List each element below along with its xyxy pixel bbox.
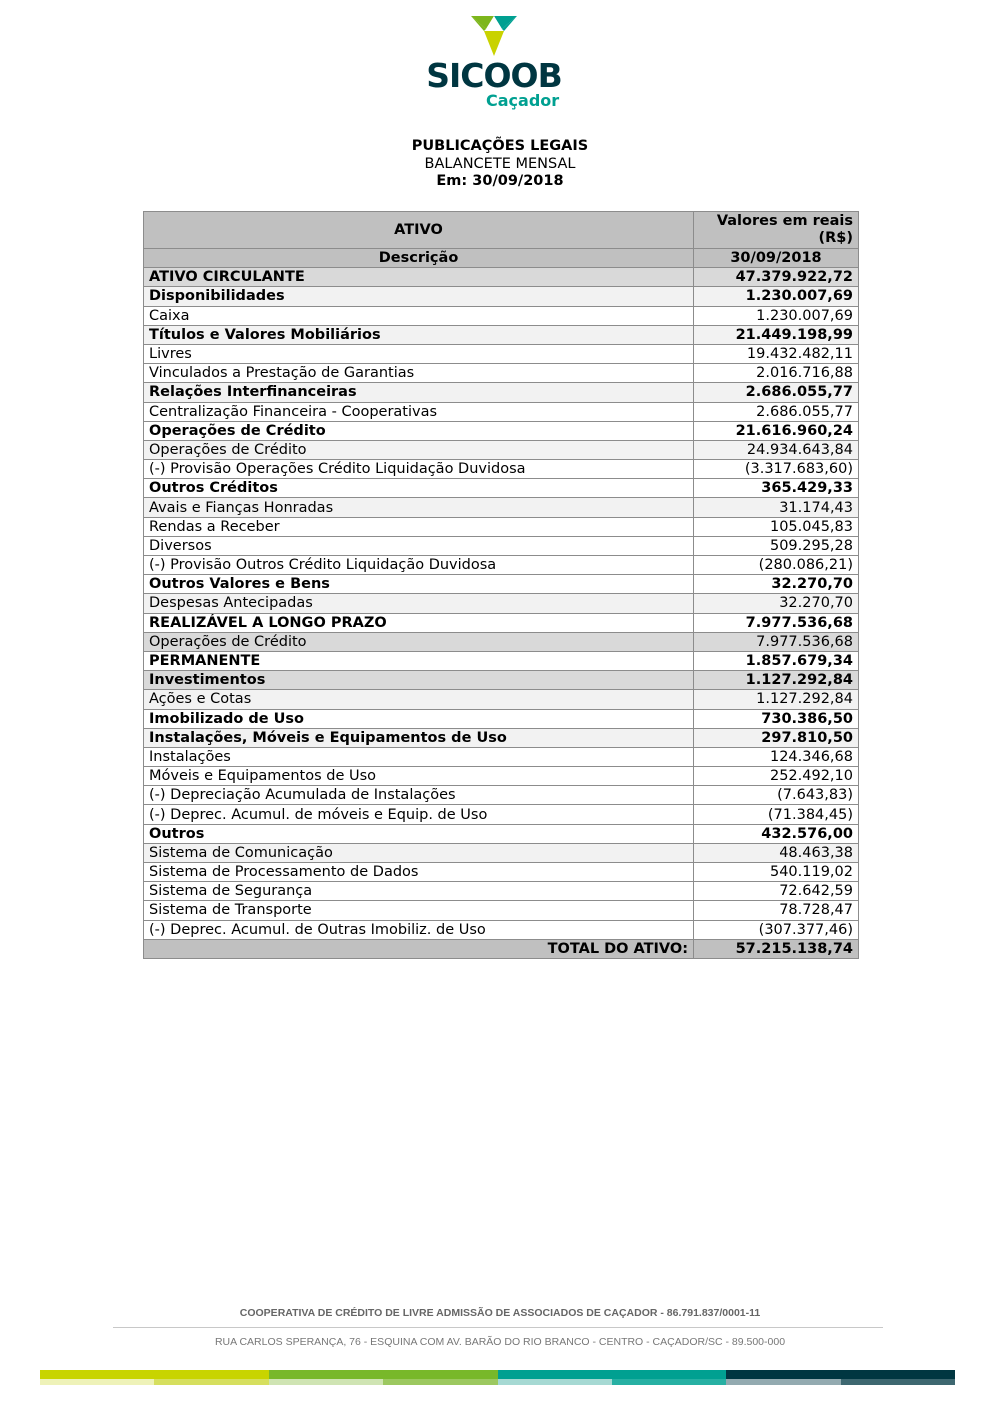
row-label: Caixa: [144, 306, 694, 325]
header-values-line1: Valores em reais: [716, 213, 853, 229]
row-label: ATIVO CIRCULANTE: [144, 268, 694, 287]
row-value: (7.643,83): [694, 786, 859, 805]
color-bar-subsegment: [841, 1379, 955, 1385]
table-row: [144, 594, 859, 613]
color-bar-subsegment: [269, 1379, 383, 1385]
row-value: 2.686.055,77: [694, 402, 859, 421]
table-row: [144, 536, 859, 555]
total-value: 57.215.138,74: [694, 939, 859, 958]
row-value: 48.463,38: [694, 843, 859, 862]
table-row: [144, 383, 859, 402]
color-bar-subsegment: [726, 1379, 840, 1385]
row-value: 509.295,28: [694, 536, 859, 555]
row-label: Imobilizado de Uso: [144, 709, 694, 728]
row-label: Títulos e Valores Mobiliários: [144, 325, 694, 344]
row-value: 31.174,43: [694, 498, 859, 517]
table-row: [144, 824, 859, 843]
table-row: [144, 556, 859, 575]
table-row: [144, 843, 859, 862]
header-date: 30/09/2018: [694, 249, 859, 268]
table-row: [144, 805, 859, 824]
row-value: 2.016.716,88: [694, 364, 859, 383]
row-label: Móveis e Equipamentos de Uso: [144, 767, 694, 786]
row-label: Vinculados a Prestação de Garantias: [144, 364, 694, 383]
table-row: [144, 517, 859, 536]
color-bar-segment: [40, 1370, 269, 1379]
row-value: 730.386,50: [694, 709, 859, 728]
row-value: 21.616.960,24: [694, 421, 859, 440]
table-row: [144, 709, 859, 728]
color-bar-segment: [726, 1370, 955, 1379]
row-label: Operações de Crédito: [144, 421, 694, 440]
row-label: REALIZÁVEL A LONGO PRAZO: [144, 613, 694, 632]
row-label: Sistema de Comunicação: [144, 843, 694, 862]
row-value: 252.492,10: [694, 767, 859, 786]
row-value: (3.317.683,60): [694, 460, 859, 479]
row-label: Diversos: [144, 536, 694, 555]
row-label: Outros Créditos: [144, 479, 694, 498]
table-row: [144, 498, 859, 517]
table-row: [144, 901, 859, 920]
table-row: [144, 728, 859, 747]
table-row: [144, 575, 859, 594]
row-value: 78.728,47: [694, 901, 859, 920]
table-row: [144, 325, 859, 344]
row-value: 1.127.292,84: [694, 690, 859, 709]
table-row: [144, 440, 859, 459]
row-label: (-) Provisão Operações Crédito Liquidação Duvidosa: [144, 460, 694, 479]
document-date: Em: 30/09/2018: [436, 173, 564, 189]
table-row: [144, 287, 859, 306]
footer-color-bar: [40, 1370, 955, 1386]
row-value: 1.857.679,34: [694, 651, 859, 670]
row-label: Operações de Crédito: [144, 440, 694, 459]
footer-divider: [113, 1327, 883, 1328]
row-label: Centralização Financeira - Cooperativas: [144, 402, 694, 421]
row-label: Disponibilidades: [144, 287, 694, 306]
table-header-row: [144, 212, 859, 249]
table-row: [144, 632, 859, 651]
balance-sheet-table: [143, 211, 859, 959]
row-value: 19.432.482,11: [694, 344, 859, 363]
row-label: Sistema de Segurança: [144, 882, 694, 901]
row-label: Sistema de Transporte: [144, 901, 694, 920]
table-row: [144, 402, 859, 421]
table-row: [144, 920, 859, 939]
row-label: Sistema de Processamento de Dados: [144, 863, 694, 882]
footer-company: COOPERATIVA DE CRÉDITO DE LIVRE ADMISSÃO DE ASSOCIADOS DE CAÇADOR - 86.791.837/0001-11: [239, 1307, 761, 1319]
row-value: 47.379.922,72: [694, 268, 859, 287]
header-values-line2: (R$): [818, 230, 853, 246]
row-label: Livres: [144, 344, 694, 363]
table-row: [144, 767, 859, 786]
row-label: Outros: [144, 824, 694, 843]
row-value: 7.977.536,68: [694, 613, 859, 632]
row-value: 2.686.055,77: [694, 383, 859, 402]
table-subheader-row: [144, 249, 859, 268]
row-value: 432.576,00: [694, 824, 859, 843]
row-label: (-) Depreciação Acumulada de Instalações: [144, 786, 694, 805]
header-description: Descrição: [144, 249, 694, 268]
row-value: 24.934.643,84: [694, 440, 859, 459]
row-value: 32.270,70: [694, 575, 859, 594]
color-bar-subsegment: [383, 1379, 497, 1385]
color-bar-segment: [269, 1370, 498, 1379]
table-row: [144, 690, 859, 709]
header-values: [694, 212, 859, 249]
row-label: (-) Provisão Outros Crédito Liquidação Duvidosa: [144, 556, 694, 575]
row-value: (71.384,45): [694, 805, 859, 824]
row-value: 365.429,33: [694, 479, 859, 498]
total-row: [144, 939, 859, 958]
row-value: 124.346,68: [694, 747, 859, 766]
row-value: 1.127.292,84: [694, 671, 859, 690]
sicoob-triangle-icon: [471, 16, 517, 56]
row-label: Investimentos: [144, 671, 694, 690]
row-value: 21.449.198,99: [694, 325, 859, 344]
logo-subtitle: Caçador: [486, 91, 560, 110]
table-row: [144, 671, 859, 690]
table-row: [144, 344, 859, 363]
row-label: Despesas Antecipadas: [144, 594, 694, 613]
row-label: (-) Deprec. Acumul. de móveis e Equip. de Uso: [144, 805, 694, 824]
row-label: PERMANENTE: [144, 651, 694, 670]
row-label: Instalações: [144, 747, 694, 766]
row-label: Avais e Fianças Honradas: [144, 498, 694, 517]
table-row: [144, 421, 859, 440]
row-label: Relações Interfinanceiras: [144, 383, 694, 402]
row-label: Outros Valores e Bens: [144, 575, 694, 594]
sicoob-logo: [420, 14, 580, 114]
row-label: Operações de Crédito: [144, 632, 694, 651]
table-row: [144, 747, 859, 766]
color-bar-segment: [498, 1370, 727, 1379]
row-value: 32.270,70: [694, 594, 859, 613]
row-value: 72.642,59: [694, 882, 859, 901]
total-label: TOTAL DO ATIVO:: [144, 939, 694, 958]
row-value: 105.045,83: [694, 517, 859, 536]
table-row: [144, 786, 859, 805]
table-row: [144, 651, 859, 670]
row-value: 1.230.007,69: [694, 306, 859, 325]
row-value: 540.119,02: [694, 863, 859, 882]
table-row: [144, 460, 859, 479]
table-row: [144, 863, 859, 882]
row-value: 297.810,50: [694, 728, 859, 747]
row-label: Ações e Cotas: [144, 690, 694, 709]
table-row: [144, 613, 859, 632]
table-row: [144, 268, 859, 287]
color-bar-subsegment: [612, 1379, 726, 1385]
row-label: Instalações, Móveis e Equipamentos de Uso: [144, 728, 694, 747]
row-value: 1.230.007,69: [694, 287, 859, 306]
document-subtitle: BALANCETE MENSAL: [424, 155, 576, 172]
row-label: Rendas a Receber: [144, 517, 694, 536]
table-row: [144, 364, 859, 383]
table-row: [144, 479, 859, 498]
document-title: PUBLICAÇÕES LEGAIS: [411, 138, 589, 154]
document-header: [0, 138, 1000, 191]
color-bar-subsegment: [498, 1379, 612, 1385]
table-body: [144, 268, 859, 959]
header-section: ATIVO: [144, 212, 694, 249]
table-row: [144, 882, 859, 901]
color-bar-subsegment: [154, 1379, 268, 1385]
color-bar-subsegment: [40, 1379, 154, 1385]
row-value: (307.377,46): [694, 920, 859, 939]
row-label: (-) Deprec. Acumul. de Outras Imobiliz. de Uso: [144, 920, 694, 939]
footer-address: RUA CARLOS SPERANÇA, 76 - ESQUINA COM AV. BARÃO DO RIO BRANCO - CENTRO - CAÇADOR/SC - 89.500-000: [214, 1336, 786, 1348]
row-value: 7.977.536,68: [694, 632, 859, 651]
row-value: (280.086,21): [694, 556, 859, 575]
table-row: [144, 306, 859, 325]
logo-wordmark: SICOOB: [426, 56, 562, 95]
